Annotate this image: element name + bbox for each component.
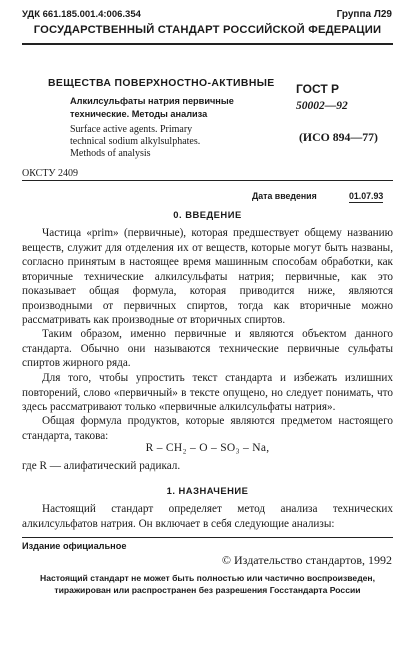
udk-code: УДК 661.185.001.4:006.354	[22, 9, 141, 20]
effective-date-label: Дата введения	[252, 191, 317, 201]
standard-subtitle-ru-1: Алкилсульфаты натрия первичные	[70, 96, 234, 106]
purpose-paragraph-1: Настоящий стандарт определяет метод анализа технических алкилсульфатов натрия. Он включает в себя следующие анализы:	[22, 503, 393, 530]
effective-date-value: 01.07.93	[349, 191, 384, 201]
title-block-rule	[22, 180, 393, 181]
okstu-code: ОКСТУ 2409	[22, 168, 79, 179]
reproduction-notice: Настоящий стандарт не может быть полностью или частично воспроизведен, тиражирован или распространен без разрешения Госстандарта России	[39, 573, 376, 595]
header-rule	[22, 43, 393, 45]
intro-paragraph-2: Таким образом, именно первичные и являются объектом данного стандарта. Обычно они называются технические первичные сульфаты спиртов жирного ряда.	[22, 328, 393, 369]
official-edition-label: Издание официальное	[22, 541, 127, 551]
intro-paragraph-4: Общая формула продуктов, которые являются предметом настоящего стандарта, такова:	[22, 415, 393, 442]
general-formula: R – CH₂ – O – SO₃ – Na,	[145, 442, 270, 454]
intro-paragraph-3: Для того, чтобы упростить текст стандарта и избежать излишних повторений, слово «первичный» в тексте опущено, но следует понимать, что здесь рассматривают только «первичные алкилсульфаты натрия».	[22, 372, 393, 413]
standard-title-en-3: Methods of analysis	[70, 148, 151, 159]
gost-label: ГОСТ Р	[296, 82, 340, 96]
standard-subtitle-ru-2: технические. Методы анализа	[70, 109, 208, 119]
iso-reference: (ИСО 894—77)	[299, 130, 378, 144]
section-heading-purpose: 1. НАЗНАЧЕНИЕ	[166, 485, 249, 496]
gost-number: 50002—92	[296, 100, 348, 112]
document-header-title: ГОСУДАРСТВЕННЫЙ СТАНДАРТ РОССИЙСКОЙ ФЕДЕРАЦИИ	[33, 24, 382, 36]
intro-paragraph-1: Частица «prim» (первичные), которая предшествует общему названию веществ, служит для отделения их от веществ, которые могут быть названы, согласно принятым в настоящее время машинным способам обработки, как вторичные технические алкилсульфаты натрия; первичные, как это показывает общая формула, которая приводится ниже, являются производными от первичных спиртов, тогда как вторичные можно рассматривать как производные от вторичных спиртов.	[22, 227, 393, 326]
formula-explanation: где R — алифатический радикал.	[22, 460, 181, 472]
section-heading-introduction: 0. ВВЕДЕНИЕ	[173, 209, 242, 220]
group-code: Группа Л29	[336, 9, 392, 20]
copyright-notice: © Издательство стандартов, 1992	[221, 553, 392, 567]
standard-title-ru: ВЕЩЕСТВА ПОВЕРХНОСТНО-АКТИВНЫЕ	[48, 78, 275, 89]
footer-rule	[22, 537, 393, 538]
standard-title-en-2: technical sodium alkylsulphates.	[70, 136, 201, 147]
standard-title-en-1: Surface active agents. Primary	[70, 124, 193, 135]
